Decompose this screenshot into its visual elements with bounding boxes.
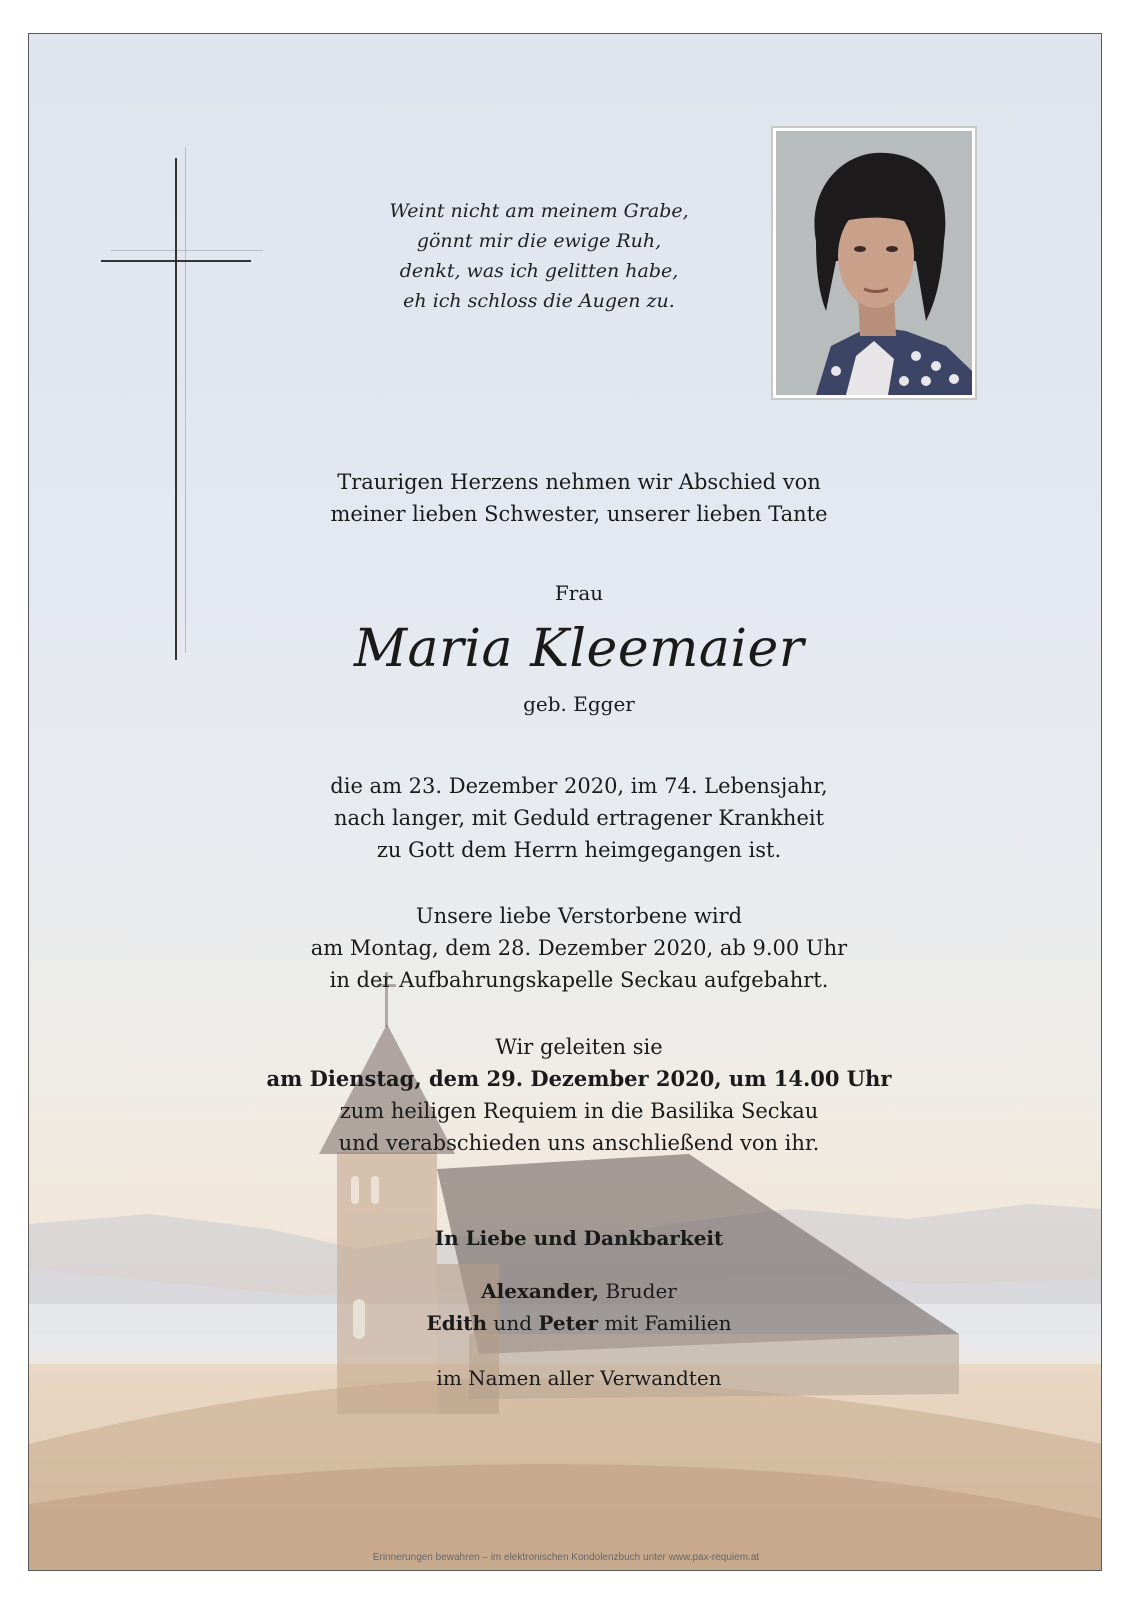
intro-line: Traurigen Herzens nehmen wir Abschied von (337, 470, 821, 494)
funeral-line: zum heiligen Requiem in die Basilika Seckau (339, 1099, 819, 1123)
verse-line: denkt, was ich gelitten habe, (399, 260, 679, 282)
mourner-name: Edith (426, 1311, 488, 1335)
cross-horizontal-bar (101, 260, 251, 262)
viewing-line: Unsere liebe Verstorbene wird (415, 904, 743, 928)
death-notice (149, 770, 1009, 866)
portrait-photo (776, 131, 972, 395)
intro-text (149, 466, 1009, 530)
memorial-verse (349, 196, 729, 316)
thanks-heading: In Liebe und Dankbarkeit (434, 1226, 724, 1250)
death-notice-line: die am 23. Dezember 2020, im 74. Lebensjahr, (330, 774, 828, 798)
death-notice-line: nach langer, mit Geduld ertragener Krankheit (333, 806, 825, 830)
mourner-line (149, 1275, 1009, 1307)
mourner-relation: Bruder (599, 1279, 677, 1303)
viewing-line: in der Aufbahrungskapelle Seckau aufgebahrt. (329, 968, 829, 992)
verse-line: Weint nicht am meinem Grabe, (389, 200, 689, 222)
viewing-line: am Montag, dem 28. Dezember 2020, ab 9.00 Uhr (310, 936, 848, 960)
funeral-date-line: am Dienstag, dem 29. Dezember 2020, um 14.00 Uhr (266, 1066, 892, 1091)
mourner-line (149, 1307, 1009, 1339)
deceased-name: Maria Kleemaier (353, 619, 805, 679)
mourners-list (149, 1275, 1009, 1339)
salutation: Frau (554, 581, 604, 605)
viewing-notice (149, 900, 1009, 996)
funeral-line: und verabschieden uns anschließend von ihr. (338, 1131, 820, 1155)
verse-line: eh ich schloss die Augen zu. (403, 290, 675, 312)
verse-line: gönnt mir die ewige Ruh, (416, 230, 662, 252)
mourner-relation: mit Familien (598, 1311, 732, 1335)
portrait-frame (771, 126, 977, 400)
birth-name: geb. Egger (523, 692, 635, 716)
funeral-notice (149, 1031, 1009, 1159)
footer-text: Erinnerungen bewahren – im elektronischen Kondolenzbuch unter www.pax-requiem.at (372, 1552, 760, 1563)
funeral-line: Wir geleiten sie (495, 1035, 663, 1059)
mourner-name: Alexander, (481, 1279, 600, 1303)
intro-line: meiner lieben Schwester, unserer lieben Tante (330, 502, 828, 526)
relatives-line: im Namen aller Verwandten (436, 1366, 722, 1390)
obituary-card (28, 33, 1102, 1571)
conjunction: und (487, 1311, 539, 1335)
cross-shadow-horizontal (111, 250, 263, 251)
death-notice-line: zu Gott dem Herrn heimgegangen ist. (376, 838, 782, 862)
mourner-name: Peter (538, 1311, 599, 1335)
